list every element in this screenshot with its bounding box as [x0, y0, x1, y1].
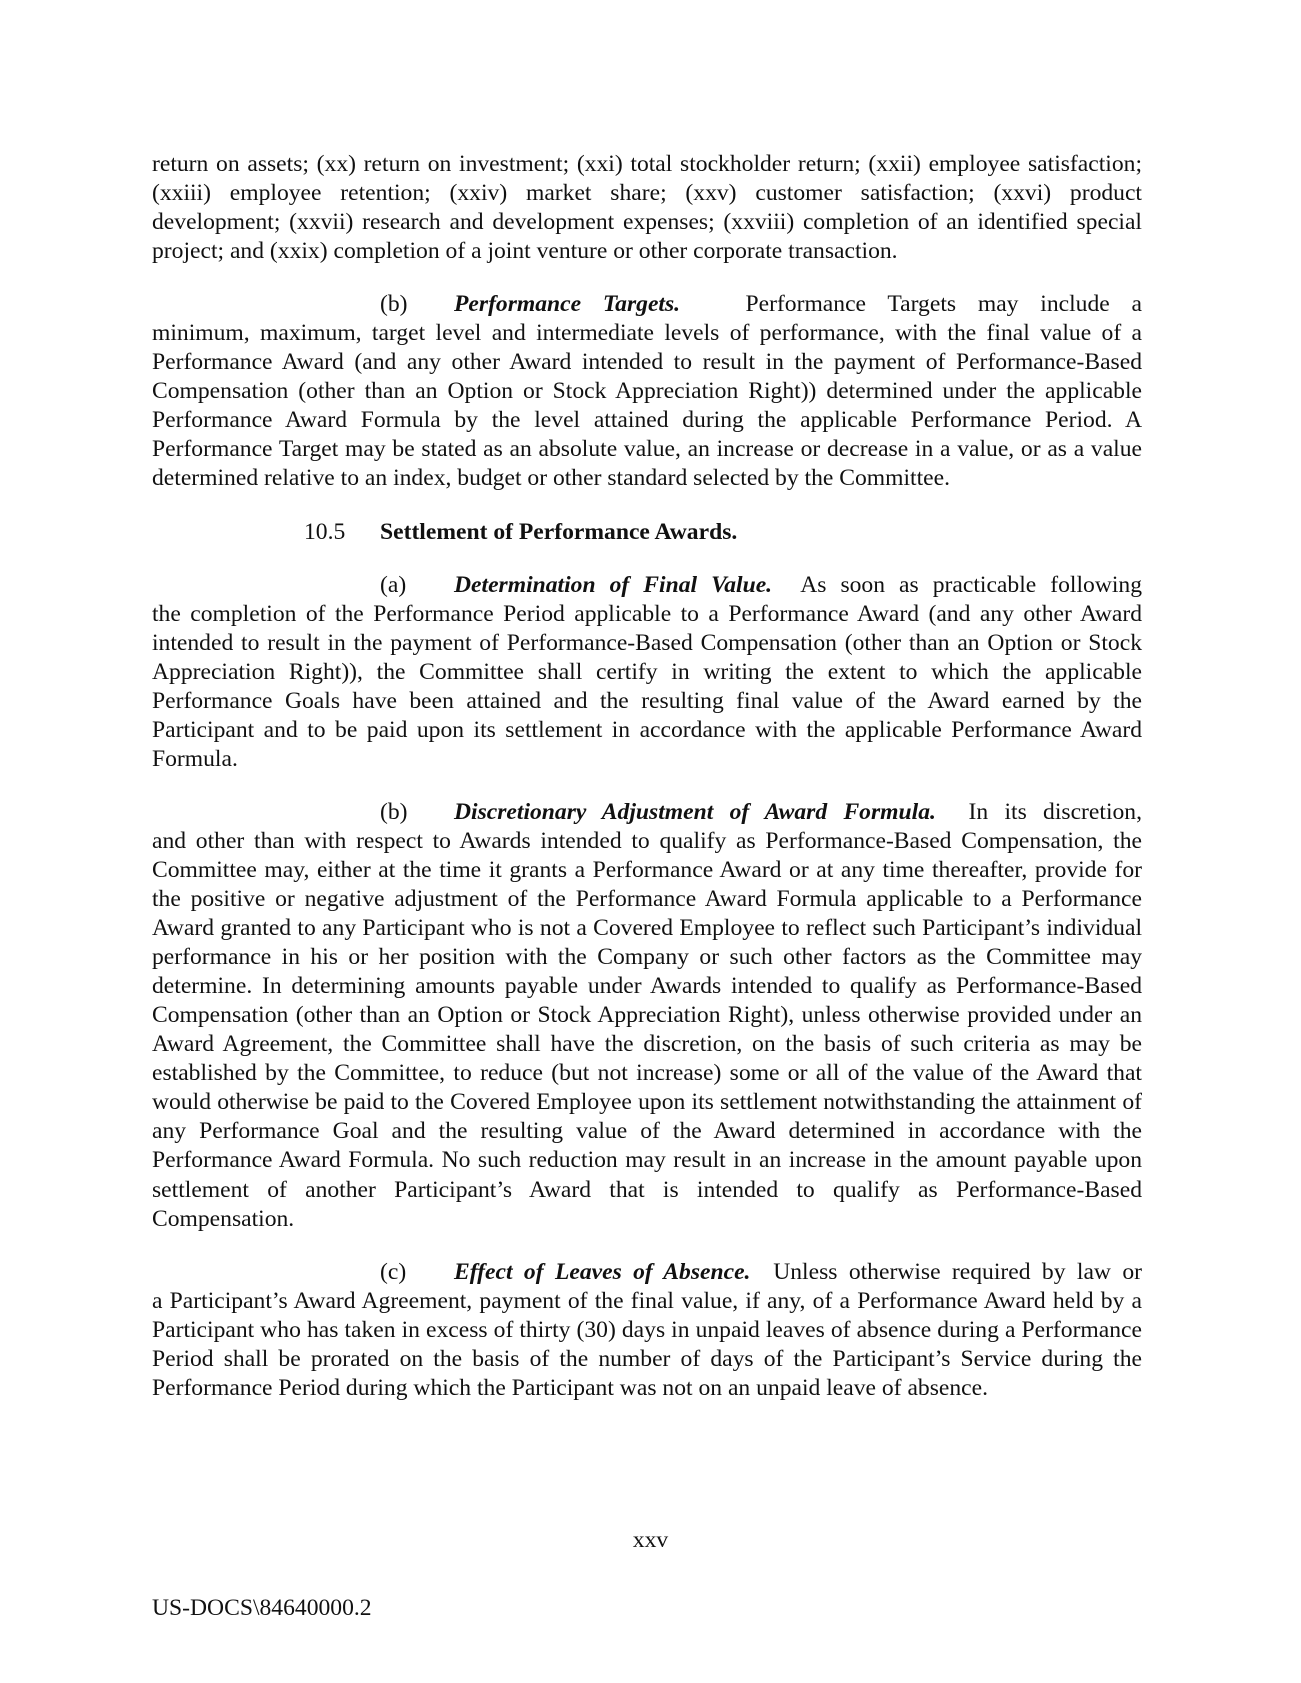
discretionary-adjustment-first-line [152, 798, 1142, 827]
section-number: 10.5 [304, 518, 346, 545]
performance-targets-first-line [152, 290, 1142, 319]
page-number: xxv [632, 1527, 669, 1553]
paragraph-gap [152, 1234, 1142, 1258]
document-page [152, 150, 1142, 1403]
performance-targets-first-line-text: Performance Targets may include a [745, 291, 1143, 318]
performance-targets-body: minimum, maximum, target level and intermediate levels of performance, with the final value of a Performance Award (and any other Award intended to result in the payment of Performance-Based Compensation (other than an Option or Stock Appreciation Right)) determined under the applicable Performance Award Formula by the level attained during the applicable Performance Period. A Performance Target may be stated as an absolute value, an increase or decrease in a value, or as a value determined relative to an index, budget or other standard selected by the Committee. [152, 320, 1142, 492]
paragraph-gap [152, 774, 1142, 798]
final-value-first-line-text: As soon as practicable following [800, 571, 1143, 598]
performance-targets-paragraph [152, 290, 1142, 493]
performance-targets-number: (b) [380, 291, 408, 318]
document-id: US-DOCS\84640000.2 [152, 1595, 372, 1621]
performance-targets-heading: Performance Targets. [454, 291, 681, 318]
final-value-number: (a) [380, 571, 407, 598]
paragraph-gap [152, 494, 1142, 518]
leaves-of-absence-paragraph [152, 1258, 1142, 1403]
section-title: Settlement of Performance Awards. [380, 518, 738, 545]
leaves-of-absence-heading: Effect of Leaves of Absence. [454, 1258, 751, 1285]
leaves-of-absence-body: a Participant’s Award Agreement, payment of the final value, if any, of a Performance Award held by a Participant who has taken in excess of thirty (30) days in unpaid leaves of absence during a Performance Period shall be prorated on the basis of the number of days of the Participant’s Service during the Performance Period during which the Participant was not on an unpaid leave of absence. [152, 1287, 1142, 1401]
discretionary-adjustment-heading: Discretionary Adjustment of Award Formula. [454, 798, 936, 825]
discretionary-adjustment-body: and other than with respect to Awards intended to qualify as Performance-Based Compensation, the Committee may, either at the time it grants a Performance Award or at any time thereafter, provide for the positive or negative adjustment of the Performance Award Formula applicable to a Performance Award granted to any Participant who is not a Covered Employee to reflect such Participant’s individual performance in his or her position with the Company or such other factors as the Committee may determine. In determining amounts payable under Awards intended to qualify as Performance-Based Compensation (other than an Option or Stock Appreciation Right), unless otherwise provided under an Award Agreement, the Committee shall have the discretion, on the basis of such criteria as may be established by the Committee, to reduce (but not increase) some or all of the value of the Award that would otherwise be paid to the Covered Employee upon its settlement notwithstanding the attainment of any Performance Goal and the resulting value of the Award determined in accordance with the Performance Award Formula. No such reduction may result in an increase in the amount payable upon settlement of another Participant’s Award that is intended to qualify as Performance-Based Compensation. [152, 827, 1142, 1232]
discretionary-adjustment-first-line-text: In its discretion, [968, 798, 1142, 825]
leaves-of-absence-first-line [152, 1258, 1142, 1287]
final-value-paragraph [152, 571, 1142, 774]
leaves-of-absence-number: (c) [380, 1258, 407, 1285]
final-value-body: the completion of the Performance Period applicable to a Performance Award (and any other Award intended to result in the payment of Performance-Based Compensation (other than an Option or Stock Appreciation Right)), the Committee shall certify in writing the extent to which the applicable Performance Goals have been attained and the resulting final value of the Award earned by the Participant and to be paid upon its settlement in accordance with the applicable Performance Award Formula. [152, 600, 1142, 772]
final-value-heading: Determination of Final Value. [454, 571, 773, 598]
discretionary-adjustment-number: (b) [380, 798, 408, 825]
leaves-of-absence-first-line-text: Unless otherwise required by law or [773, 1258, 1142, 1285]
discretionary-adjustment-paragraph [152, 798, 1142, 1234]
section-heading [152, 518, 1142, 547]
intro-paragraph: return on assets; (xx) return on investment; (xxi) total stockholder return; (xxii) employee satisfaction; (xxiii) employee retention; (xxiv) market share; (xxv) customer satisfaction; (xxvi) product development; (xxvii) research and development expenses; (xxviii) completion of an identified special project; and (xxix) completion of a joint venture or other corporate transaction. [152, 151, 1142, 265]
paragraph-gap [152, 266, 1142, 290]
final-value-first-line [152, 571, 1142, 600]
paragraph-gap [152, 547, 1142, 571]
